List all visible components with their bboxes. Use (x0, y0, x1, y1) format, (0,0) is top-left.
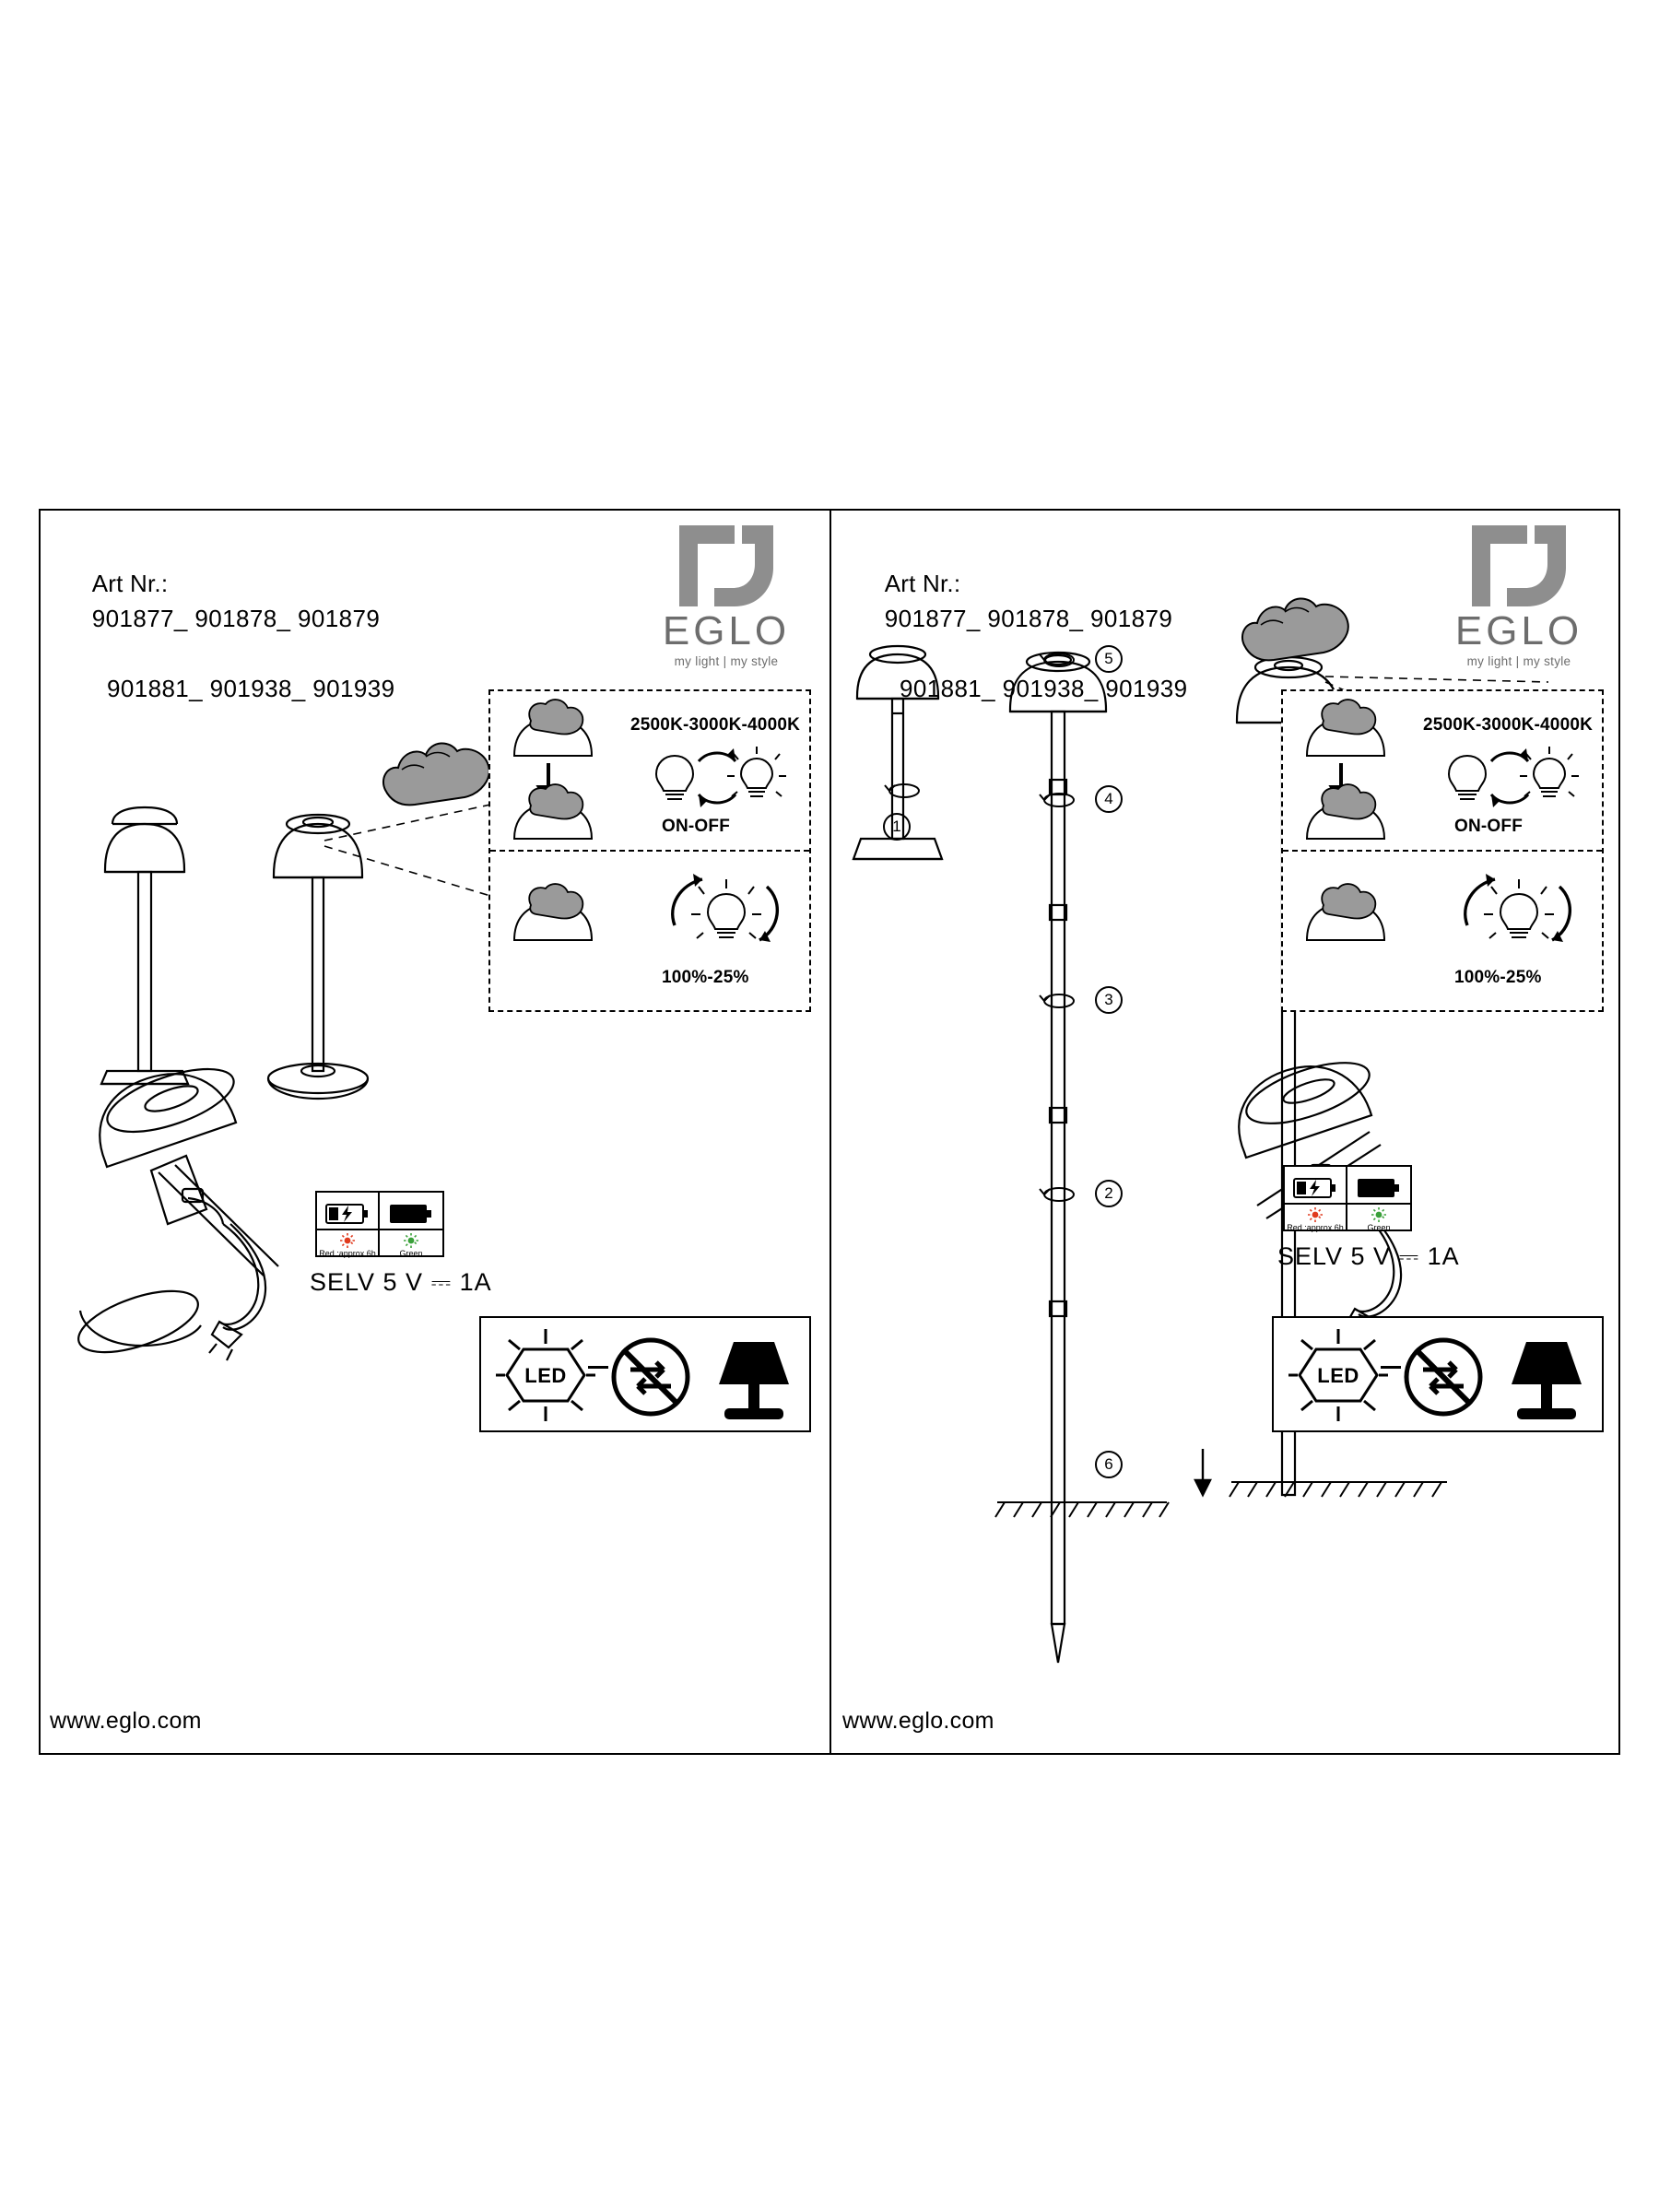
lamp-symbol-bar-right (1272, 1316, 1604, 1432)
article-number-row2-right: 901881_ 901938_ 901939 (900, 675, 1188, 702)
battery-status-legend (315, 1191, 444, 1257)
step-number-6: 6 (1095, 1451, 1123, 1478)
color-temperature-cycle-icon-right (1423, 743, 1593, 813)
press-top-dome-icon (503, 700, 605, 763)
eglo-tagline-right: my light | my style (1466, 654, 1571, 668)
symbol-connector-line-right (1381, 1366, 1401, 1369)
battery-full-cell-right (1347, 1167, 1410, 1205)
touch-instruction-box-right (1281, 689, 1604, 1012)
article-number-row1-right: 901877_ 901878_ 901879 (884, 605, 1173, 632)
step-number-2: 2 (1095, 1180, 1123, 1207)
rotate-arrow-4 (1036, 785, 1082, 818)
battery-full-caption-cell (380, 1230, 442, 1258)
on-off-label: ON-OFF (662, 817, 731, 836)
color-temperature-label-right: 2500K-3000K-4000K (1423, 715, 1594, 735)
eglo-wordmark: EGLO (662, 608, 791, 653)
battery-charging-cell-right (1285, 1167, 1347, 1205)
table-lamp-panel (39, 509, 830, 1755)
battery-charging-cell (317, 1193, 380, 1230)
lamp-icon-right (1499, 1329, 1594, 1423)
battery-full-caption-cell-right (1347, 1205, 1410, 1230)
ground-hatch-left (992, 1491, 1176, 1528)
article-number-label: Art Nr.: (91, 570, 169, 597)
dimming-cycle-icon (656, 872, 794, 951)
battery-full-caption-right: Green (1367, 1222, 1391, 1232)
color-temperature-cycle-icon (630, 743, 800, 813)
eglo-logo-mark (677, 524, 775, 608)
press-dim-dome-icon-right (1296, 872, 1397, 946)
table-base-illustration (837, 618, 966, 922)
step-number-5: 5 (1095, 645, 1123, 673)
floor-lamp-panel (831, 509, 1622, 1755)
eglo-logo (643, 524, 809, 668)
insert-down-arrow (1189, 1447, 1217, 1499)
rotate-arrow-3 (1036, 986, 1082, 1019)
dimming-label: 100%-25% (662, 968, 749, 987)
lamp-symbol-bar (479, 1316, 811, 1432)
eglo-wordmark-right: EGLO (1454, 608, 1583, 653)
press-dim-dome-icon (503, 872, 605, 946)
website-url-left: www.eglo.com (50, 1708, 202, 1734)
battery-full-cell (380, 1193, 442, 1230)
selv-rating-label-right: SELV 5 V ⎓ 1A (1277, 1242, 1460, 1270)
battery-charging-caption-cell-right (1285, 1205, 1347, 1230)
eglo-logo-mark-right (1470, 524, 1568, 608)
battery-full-caption: Green (399, 1248, 423, 1258)
battery-charging-caption-cell (317, 1230, 380, 1258)
article-number-row2: 901881_ 901938_ 901939 (107, 675, 395, 702)
eglo-tagline: my light | my style (674, 654, 779, 668)
no-replaceable-lamp-icon-right (1399, 1333, 1488, 1421)
symbol-connector-line (588, 1366, 608, 1369)
on-off-label-right: ON-OFF (1454, 817, 1524, 836)
led-hexagon-icon-right (1287, 1327, 1390, 1423)
selv-rating-label: SELV 5 V ⎓ 1A (310, 1268, 492, 1296)
step-number-3: 3 (1095, 986, 1123, 1014)
press-bottom-dome-icon-right (1296, 787, 1397, 844)
no-replaceable-lamp-icon (606, 1333, 695, 1421)
led-hexagon-icon (494, 1327, 597, 1423)
rotate-arrow-1 (881, 776, 927, 809)
battery-charging-caption-right: Red :approx.6h (1287, 1222, 1344, 1232)
color-temperature-label: 2500K-3000K-4000K (630, 715, 801, 735)
article-number-label-right: Art Nr.: (884, 570, 961, 597)
led-label-right: LED (1317, 1364, 1359, 1387)
led-label: LED (524, 1364, 567, 1387)
website-url-right: www.eglo.com (842, 1708, 994, 1734)
press-bottom-dome-icon (503, 787, 605, 844)
battery-status-legend-right (1283, 1165, 1412, 1231)
battery-charging-caption: Red :approx.6h (319, 1248, 376, 1258)
lamp-icon (706, 1329, 802, 1423)
dimming-cycle-icon-right (1449, 872, 1587, 951)
article-number-row1: 901877_ 901878_ 901879 (91, 605, 381, 632)
step-number-4: 4 (1095, 785, 1123, 813)
lamp-charging-illustration (66, 1053, 352, 1384)
dimming-label-right: 100%-25% (1454, 968, 1542, 987)
ground-hatch-right (1226, 1471, 1456, 1508)
touch-instruction-box (488, 689, 811, 1012)
step-number-1: 1 (883, 813, 911, 841)
rotate-arrow-2 (1036, 1180, 1082, 1213)
rotate-arrow-5 (1036, 645, 1082, 678)
press-top-dome-icon-right (1296, 700, 1397, 763)
